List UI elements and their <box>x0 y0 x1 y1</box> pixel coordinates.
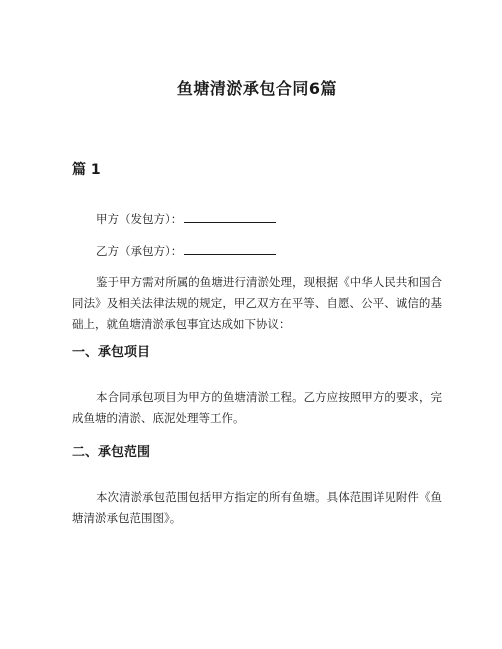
section-heading: 篇 1 <box>72 162 101 178</box>
party-a-label: 甲方（发包方）： <box>96 212 183 226</box>
clause-heading-1: 一、承包项目 <box>72 345 151 360</box>
party-b-line <box>72 228 442 260</box>
party-b-label: 乙方（承包方）： <box>96 244 183 258</box>
intro-paragraph: 鉴于甲方需对所属的鱼塘进行清淤处理，现根据《中华人民共和国合同法》及相关法律法规的规定，甲乙双方在平等、自愿、公平、诚信的基础上，就鱼塘清淤承包事宜达成如下协议： <box>72 275 442 331</box>
clause-heading-2: 二、承包范围 <box>72 445 151 460</box>
clause-body-2: 本次清淤承包范围包括甲方指定的所有鱼塘。具体范围详见附件《鱼塘清淤承包范围图》。 <box>72 490 442 525</box>
party-a-line <box>72 180 442 228</box>
clause-body-1: 本合同承包项目为甲方的鱼塘清淤工程。乙方应按照甲方的要求，完成鱼塘的清淤、底泥处理等工作。 <box>72 390 442 425</box>
document-title: 鱼塘清淤承包合同6篇 <box>176 79 338 98</box>
party-b-blank <box>184 240 276 255</box>
party-a-blank <box>184 208 276 223</box>
